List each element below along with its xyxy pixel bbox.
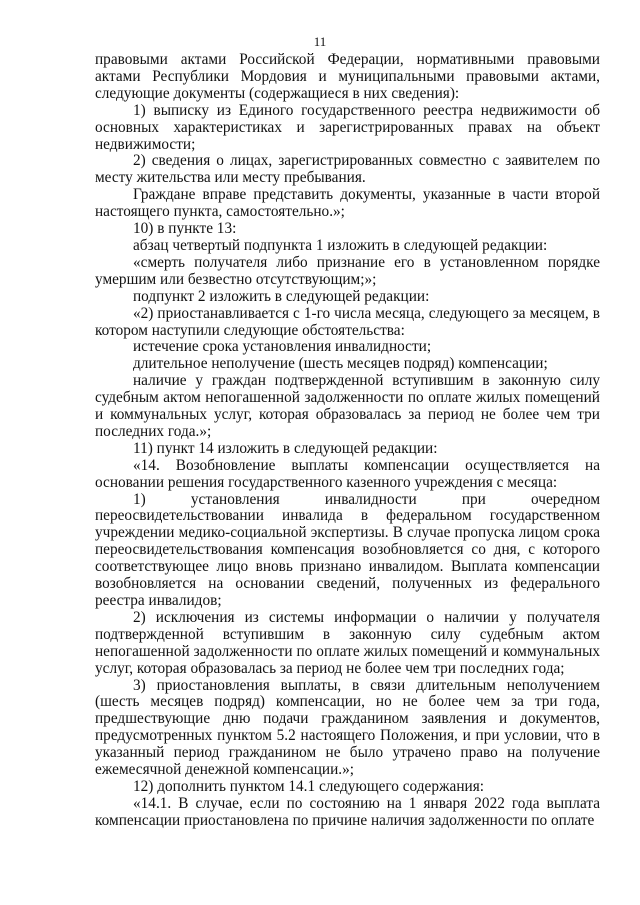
- paragraph: 2) исключения из системы информации о наличии у получателя подтвержденной вступившим в законную силу судебным актом непогашенной задолженности по оплате жилых помещений и коммунальных услуг, которая образовалась за период не более чем три последних года;: [95, 608, 600, 677]
- paragraph: 12) дополнить пунктом 14.1 следующего содержания:: [133, 777, 484, 795]
- paragraph: «14.1. В случае, если по состоянию на 1 января 2022 года выплата компенсации приостановлена по причине наличия задолженности по оплате: [95, 794, 600, 829]
- paragraph: 10) в пункте 13:: [133, 220, 237, 238]
- paragraph: 3) приостановления выплаты, в связи длительным неполучением (шесть месяцев подряд) компенсации, но не более чем за три года, предшествующие дню подачи гражданином заявления и документов, предусмотренных пунктом 5.2 настоящего Положения, и при условии, что в указанный период гражданином не было утрачено право на получение ежемесячной денежной компенсации.»;: [95, 676, 600, 779]
- paragraph: подпункт 2 изложить в следующей редакции:: [133, 287, 430, 305]
- paragraph: 1) выписку из Единого государственного реестра недвижимости об основных характеристиках и зарегистрированных правах на объект недвижимости;: [95, 101, 600, 153]
- paragraph: 2) сведения о лицах, зарегистрированных совместно с заявителем по месту жительства или месту пребывания.: [95, 152, 600, 187]
- paragraph: наличие у граждан подтвержденной вступившим в законную силу судебным актом непогашенной задолженности по оплате жилых помещений и коммунальных услуг, которая образовалась за период не более чем три последних года.»;: [95, 372, 600, 440]
- paragraph: Граждане вправе представить документы, указанные в части второй настоящего пункта, самостоятельно.»;: [95, 186, 600, 221]
- paragraph: абзац четвертый подпункта 1 изложить в следующей редакции:: [133, 236, 548, 254]
- document-body: [95, 52, 600, 830]
- paragraph: правовыми актами Российской Федерации, нормативными правовыми актами Республики Мордовия и муниципальными правовыми актами, следующие документы (содержащиеся в них сведения):: [95, 51, 600, 102]
- paragraph: длительное неполучение (шесть месяцев подряд) компенсации;: [133, 355, 548, 373]
- paragraph: «14. Возобновление выплаты компенсации осуществляется на основании решения государственного казенного учреждения с месяца:: [95, 456, 600, 491]
- paragraph: истечение срока установления инвалидности;: [133, 338, 432, 356]
- paragraph: «смерть получателя либо признание его в установленном порядке умершим или безвестно отсутствующим;»;: [95, 253, 600, 288]
- paragraph: 11) пункт 14 изложить в следующей редакции:: [133, 439, 438, 457]
- page-number: 11: [313, 34, 327, 49]
- paragraph: «2) приостанавливается с 1-го числа месяца, следующего за месяцем, в котором наступили следующие обстоятельства:: [95, 304, 600, 339]
- paragraph: 1) установления инвалидности при очередном переосвидетельствовании инвалида в федеральном государственном учреждении медико-социальной экспертизы. В случае пропуска лицом срока переосвидетельствования компенсация возобновляется со дня, с которого соответствующее лицо вновь признано инвалидом. Выплата компенсации возобновляется на основании сведений, полученных из федерального реестра инвалидов;: [95, 490, 600, 609]
